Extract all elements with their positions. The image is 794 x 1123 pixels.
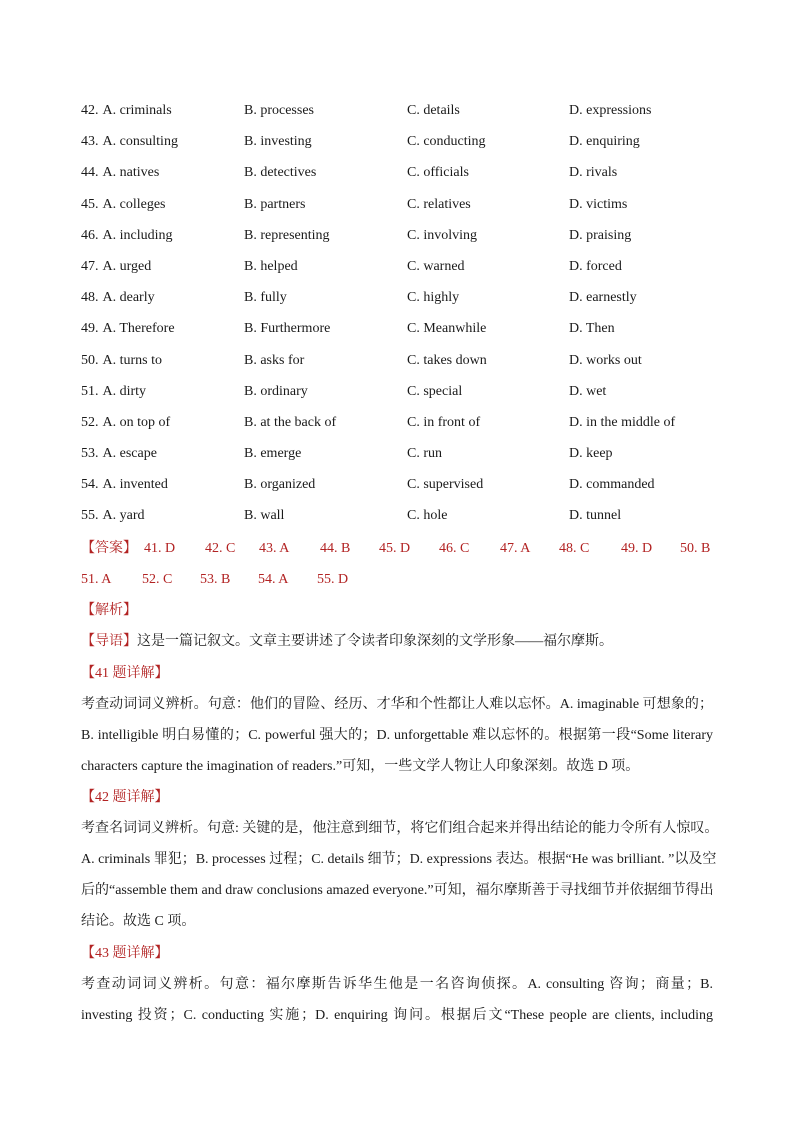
option-a: A. including — [102, 227, 173, 243]
option-d: D. forced — [569, 258, 622, 274]
option-b: B. fully — [244, 290, 287, 306]
q42-line-2: A. criminals 罪犯；B. processes 过程；C. details 细节；D. expressions 表达。根据“He was brilliant. ”以及空 — [81, 852, 717, 867]
option-a: A. turns to — [102, 352, 162, 368]
answer-item: 46. C — [439, 541, 470, 556]
option-cell-a — [81, 382, 146, 402]
q42-line-3: 后的“assemble them and draw conclusions amazed everyone.”可知，福尔摩斯善于寻找细节并依据细节得出 — [81, 883, 714, 898]
question-number: 48. — [81, 290, 99, 306]
q43-line-2: investing 投资；C. conducting 实施；D. enquiring 询问。根据后文“These people are clients, including — [81, 1008, 713, 1023]
q41-line-2: B. intelligible 明白易懂的；C. powerful 强大的；D. unforgettable 难以忘怀的。根据第一段“Some literary — [81, 728, 713, 743]
option-b: B. ordinary — [244, 383, 308, 399]
answer-item: 41. D — [144, 541, 176, 556]
option-a: A. colleges — [102, 196, 166, 212]
option-cell-a — [81, 288, 155, 308]
question-number: 46. — [81, 227, 99, 243]
option-d: D. in the middle of — [569, 414, 676, 430]
option-b: B. partners — [244, 196, 306, 212]
option-b: B. detectives — [244, 165, 317, 181]
option-c: C. in front of — [407, 414, 481, 430]
option-d: D. victims — [569, 196, 628, 212]
answer-item: 49. D — [621, 541, 653, 556]
option-c: C. warned — [407, 258, 465, 274]
option-cell-a — [81, 195, 165, 215]
option-cell-a — [81, 444, 157, 464]
question-number: 55. — [81, 508, 99, 524]
question-number: 45. — [81, 196, 99, 212]
option-cell-a — [81, 319, 175, 339]
question-number: 52. — [81, 414, 99, 430]
option-b: B. at the back of — [244, 414, 337, 430]
answer-item: 54. A — [258, 572, 289, 587]
option-a: A. consulting — [102, 134, 178, 150]
answer-item: 52. C — [142, 572, 173, 587]
option-c: C. supervised — [407, 477, 484, 493]
question-number: 44. — [81, 165, 99, 181]
analysis-label: 【解析】 — [81, 603, 137, 618]
option-c: C. conducting — [407, 134, 486, 150]
q42-line-4: 结论。故选 C 项。 — [81, 914, 196, 929]
answer-item: 50. B — [680, 541, 711, 556]
question-number: 49. — [81, 321, 99, 337]
option-c: C. relatives — [407, 196, 471, 212]
q42-line-1: 考查名词词义辨析。句意: 关键的是，他注意到细节，将它们组合起来并得出结论的能力令所有人惊叹。 — [81, 821, 719, 836]
q41-heading: 【41 题详解】 — [81, 666, 169, 681]
option-d: D. rivals — [569, 165, 618, 181]
option-c: C. run — [407, 446, 442, 462]
answer-item: 44. B — [320, 541, 351, 556]
answer-label: 【答案】 — [81, 541, 137, 556]
option-d: D. Then — [569, 321, 615, 337]
option-d: D. praising — [569, 227, 632, 243]
answer-item: 42. C — [205, 541, 236, 556]
q41-line-1: 考查动词词义辨析。句意：他们的冒险、经历、才华和个性都让人难以忘怀。A. imaginable 可想象的； — [81, 697, 713, 712]
answer-item: 48. C — [559, 541, 590, 556]
option-a: A. criminals — [102, 103, 172, 118]
option-c: C. highly — [407, 290, 460, 306]
option-a: A. on top of — [102, 414, 171, 430]
option-b: B. organized — [244, 477, 316, 493]
intro-text: 这是一篇记叙文。文章主要讲述了令读者印象深刻的文学形象——福尔摩斯。 — [137, 634, 613, 649]
option-d: D. works out — [569, 352, 642, 368]
question-number: 43. — [81, 134, 99, 150]
answer-item: 47. A — [500, 541, 531, 556]
option-b: B. wall — [244, 508, 285, 524]
question-number: 54. — [81, 477, 99, 493]
question-number: 53. — [81, 446, 99, 462]
option-cell-a — [81, 132, 178, 152]
option-cell-a — [81, 506, 145, 526]
option-b: B. processes — [244, 103, 314, 118]
option-d: D. commanded — [569, 477, 655, 493]
option-b: B. emerge — [244, 446, 302, 462]
option-a: A. Therefore — [102, 321, 175, 337]
option-c: C. takes down — [407, 352, 487, 368]
answer-item: 53. B — [200, 572, 231, 587]
option-b: B. Furthermore — [244, 321, 331, 337]
question-number: 50. — [81, 352, 99, 368]
intro-label: 【导语】 — [81, 634, 137, 649]
option-b: B. asks for — [244, 352, 305, 368]
option-d: D. tunnel — [569, 508, 622, 524]
option-c: C. special — [407, 383, 463, 399]
option-a: A. escape — [102, 446, 157, 462]
option-b: B. investing — [244, 134, 312, 150]
option-cell-a — [81, 226, 173, 246]
option-d: D. keep — [569, 446, 613, 462]
option-d: D. expressions — [569, 103, 652, 118]
q41-line-3: characters capture the imagination of readers.”可知，一些文学人物让人印象深刻。故选 D 项。 — [81, 759, 640, 774]
option-a: A. invented — [102, 477, 168, 493]
option-b: B. helped — [244, 258, 298, 274]
option-cell-a — [81, 163, 159, 183]
option-cell-a — [81, 351, 162, 371]
option-cell-a — [81, 257, 151, 277]
answer-item: 55. D — [317, 572, 349, 587]
option-b: B. representing — [244, 227, 330, 243]
option-cell-a — [81, 413, 170, 433]
question-number: 47. — [81, 258, 99, 274]
question-number: 42. — [81, 103, 99, 118]
option-c: C. involving — [407, 227, 478, 243]
option-c: C. hole — [407, 508, 448, 524]
option-c: C. details — [407, 103, 460, 118]
q43-heading: 【43 题详解】 — [81, 946, 169, 961]
option-cell-a — [81, 475, 168, 495]
q42-heading: 【42 题详解】 — [81, 790, 169, 805]
option-a: A. natives — [102, 165, 160, 181]
option-d: D. enquiring — [569, 134, 640, 150]
answer-item: 51. A — [81, 572, 112, 587]
option-cell-a — [81, 101, 172, 121]
option-a: A. dirty — [102, 383, 147, 399]
option-a: A. yard — [102, 508, 145, 524]
question-number: 51. — [81, 383, 99, 399]
option-d: D. earnestly — [569, 290, 637, 306]
intro-line — [81, 632, 713, 652]
option-a: A. dearly — [102, 290, 155, 306]
option-a: A. urged — [102, 258, 152, 274]
q43-line-1: 考查动词词义辨析。句意：福尔摩斯告诉华生他是一名咨询侦探。A. consulting 咨询；商量；B. — [81, 977, 713, 992]
option-d: D. wet — [569, 383, 607, 399]
answer-item: 43. A — [259, 541, 290, 556]
option-c: C. officials — [407, 165, 469, 181]
answer-item: 45. D — [379, 541, 411, 556]
option-c: C. Meanwhile — [407, 321, 487, 337]
